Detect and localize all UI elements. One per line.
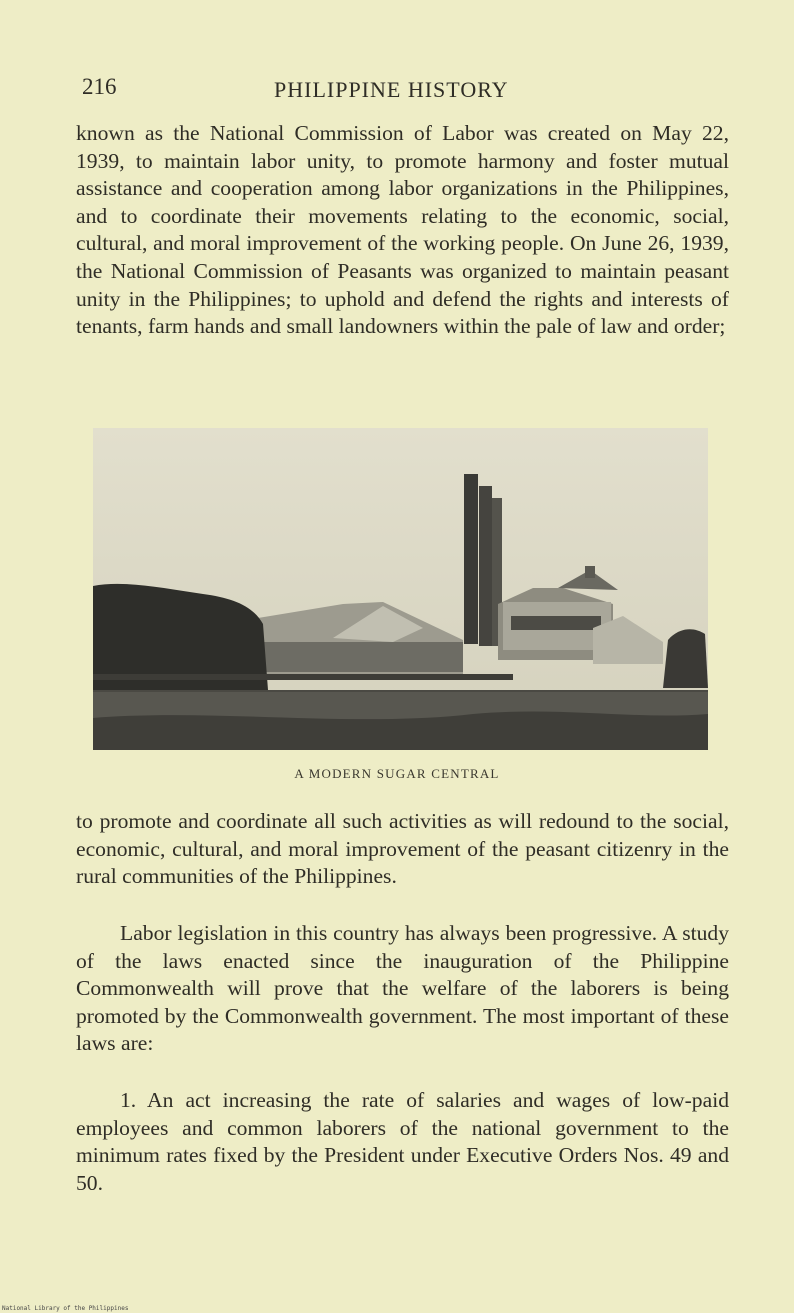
paragraph: Labor legislation in this country has always been progressive. A study of the laws enacted since the inauguration of the Philippine Commonwealth will prove that the welfare of the laborers is being promoted by the Commonwealth government. The most important of these laws are: [76, 921, 729, 1056]
figure-caption: A MODERN SUGAR CENTRAL [294, 766, 500, 781]
page-number: 216 [82, 74, 117, 99]
photo-illustration [93, 428, 708, 750]
sugar-central-photo [93, 428, 708, 750]
page-header [82, 74, 722, 108]
library-credit: National Library of the Philippines [2, 1305, 129, 1312]
paragraph: 1. An act increasing the rate of salaries and wages of low-paid employees and common laborers of the national government to the minimum rates fixed by the President under Executive Orders Nos. 49 and 50. [76, 1088, 729, 1195]
paragraph: to promote and coordinate all such activities as will redound to the social, economic, cultural, and moral improvement of the peasant citizenry in the rural communities of the Philippines. [76, 809, 729, 889]
running-title: PHILIPPINE HISTORY [274, 77, 509, 102]
paragraph: known as the National Commission of Labor was created on May 22, 1939, to maintain labor unity, to promote harmony and foster mutual assistance and cooperation among labor organizations in the Philippines, and to coordinate their movements relating to the economic, social, cultural, and moral improvement of the working people. On June 26, 1939, the National Commission of Peasants was organized to maintain peasant unity in the Philippines; to uphold and defend the rights and interests of tenants, farm hands and small landowners within the pale of law and order; [76, 121, 729, 339]
